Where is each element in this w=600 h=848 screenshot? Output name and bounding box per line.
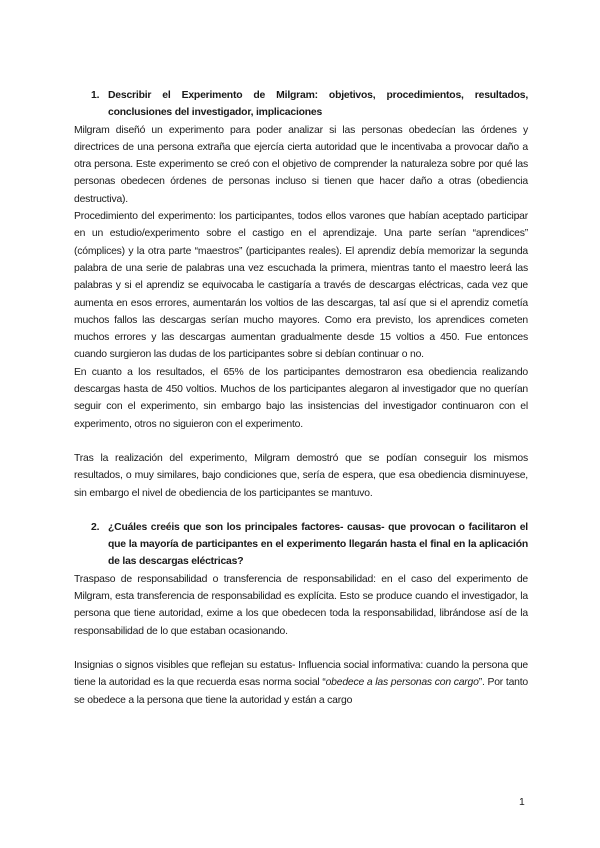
section-1-number: 1. [91, 90, 100, 101]
section-2-paragraph-responsibility: Traspaso de responsabilidad o transferencia de responsabilidad: en el caso del experimento de Milgram, esta transferencia de responsabilidad es explícita. Esto se produce cuando el investigador, la persona que tiene autoridad, exime a los que obedecen toda la responsabilidad, librándose así de la responsabilidad de lo que estaban ocasionando. [74, 573, 528, 637]
spacer [74, 433, 528, 450]
page-number: 1 [519, 797, 525, 808]
section-2-paragraph-insignias [74, 657, 528, 709]
section-2-number: 2. [91, 521, 100, 533]
section-2-title: ¿Cuáles creéis que son los principales factores- causas- que provocan o facilitaron el que la mayoría de participantes en el experimento llegarán hasta el final en la aplicación de las descargas eléctricas? [108, 521, 528, 568]
section-1-paragraph-conclusion: Tras la realización del experimento, Milgram demostró que se podían conseguir los mismos resultados, o muy similares, bajo condiciones que, sería de espera, que esa obediencia disminuyese, sin embargo el nivel de obediencia de los participantes se mantuvo. [74, 452, 528, 499]
document-body [74, 87, 528, 709]
section-2-heading [91, 519, 528, 571]
spacer [74, 640, 528, 657]
section-1-title: Describir el Experimento de Milgram: objetivos, procedimientos, resultados, conclusiones del investigador, implicaciones [108, 90, 528, 119]
section-1-heading [91, 87, 528, 122]
spacer [74, 502, 528, 519]
section-1-paragraph-results: En cuanto a los resultados, el 65% de los participantes demostraron esa obediencia realizando descargas hasta de 450 voltios. Muchos de los participantes alegaron al investigador que no querían seguir con el experimento, sin embargo bajo las insistencias del investigador continuaron con el experimento, otros no siguieron con el experimento. [74, 366, 528, 430]
section-1-paragraph-intro: Milgram diseñó un experimento para poder analizar si las personas obedecían las órdenes y directrices de una persona extraña que ejercía cierta autoridad que le incentivaba a provocar daño a otra persona. Este experimento se creó con el objetivo de comprender la naturaleza sobre por qué las personas obedecen órdenes de personas incluso si tienen que hacer daño a otras (obediencia destructiva). [74, 124, 528, 205]
italic-quote: obedece a las personas con cargo [325, 677, 479, 689]
section-1-paragraph-procedure: Procedimiento del experimento: los participantes, todos ellos varones que habían aceptado participar en un estudio/experimento sobre el castigo en el aprendizaje. Una parte serían “aprendices” (cómplices) y la otra parte “maestros” (participantes reales). El aprendiz debía memorizar la segunda palabra de una serie de palabras una vez escuchada la primera, mientras tanto el maestro leerá las palabras y si el aprendiz se equivocaba le castigaría a través de descargas eléctricas, cada vez que aumenta en esos errores, aumentarán los voltios de las descargas, tal así que si el aprendiz cometía muchos fallos las descargas serían mucho mayores. Como era previsto, los aprendices cometen muchos errores y las descargas aumentan gradualmente desde 15 voltios a 450. Fue entonces cuando surgieron las dudas de los participantes sobre si debían continuar o no. [74, 211, 528, 361]
insignias-closing: ”. Por tanto se obedece a la persona que tiene la autoridad y están a cargo [74, 677, 528, 706]
insignias-text: Insignias o signos visibles que reflejan su estatus- Influencia social informativa: cuando la persona que tiene la autoridad es la que recuerda esas norma social “ [74, 659, 528, 689]
